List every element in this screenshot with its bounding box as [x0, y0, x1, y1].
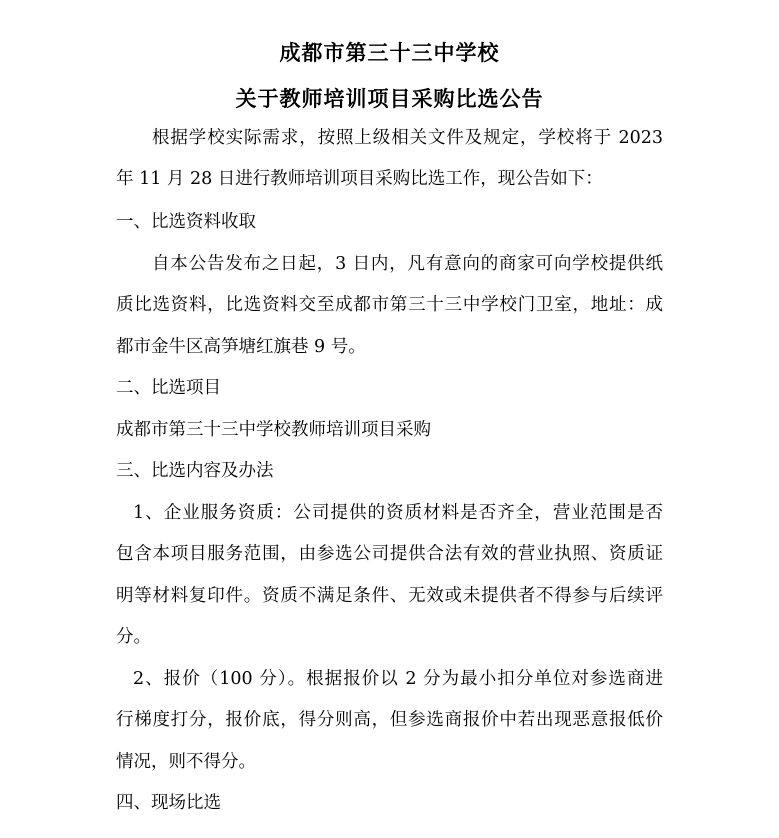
title-school-name: 成都市第三十三中学校 [279, 41, 500, 65]
section-1-heading: 一、比选资料收取 [116, 212, 256, 232]
section-1-line-2: 质比选资料，比选资料交至成都市第三十三中学校门卫室，地址：成 [116, 295, 663, 315]
intro-line-1: 根据学校实际需求，按照上级相关文件及规定，学校将于 2023 [152, 128, 663, 148]
section-3-item-1-line-2: 包含本项目服务范围，由参选公司提供合法有效的营业执照、资质证 [116, 544, 663, 564]
section-3-item-1-line-1: 1、企业服务资质：公司提供的资质材料是否齐全，营业范围是否 [133, 503, 663, 523]
section-1-line-1: 自本公告发布之日起，3 日内，凡有意向的商家可向学校提供纸 [152, 254, 663, 274]
section-3-heading: 三、比选内容及办法 [116, 461, 274, 481]
section-1-line-3: 都市金牛区高笋塘红旗巷 9 号。 [116, 337, 366, 357]
section-3-item-2-line-2: 行梯度打分，报价底，得分则高，但参选商报价中若出现恶意报低价 [116, 710, 663, 730]
section-2-content: 成都市第三十三中学校教师培训项目采购 [116, 420, 431, 440]
section-3-item-1-line-4: 分。 [116, 627, 151, 647]
section-3-item-1-line-3: 明等材料复印件。资质不满足条件、无效或未提供者不得参与后续评 [116, 586, 663, 606]
section-2-heading: 二、比选项目 [116, 378, 221, 398]
title-announcement: 关于教师培训项目采购比选公告 [235, 87, 544, 111]
intro-line-2: 年 11 月 28 日进行教师培训项目采购比选工作，现公告如下： [116, 169, 603, 189]
section-3-item-2-line-3: 情况，则不得分。 [116, 752, 256, 772]
section-4-heading: 四、现场比选 [116, 793, 221, 813]
section-3-item-2-line-1: 2、报价（100 分）。根据报价以 2 分为最小扣分单位对参选商进 [133, 669, 663, 689]
